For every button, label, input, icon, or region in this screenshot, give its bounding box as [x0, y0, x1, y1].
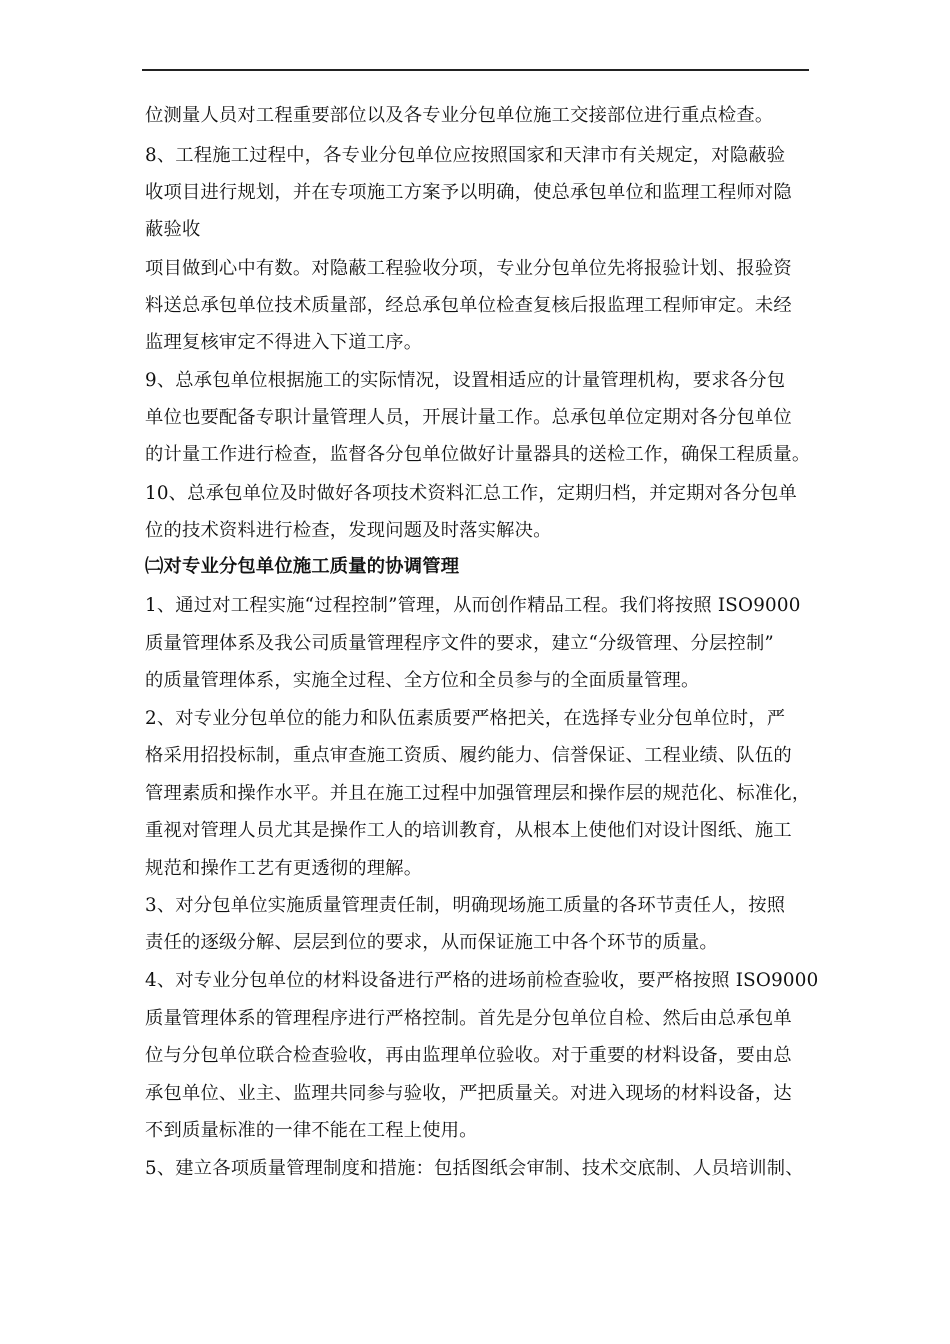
text-line-11: 10、总承包单位及时做好各项技术资料汇总工作，定期归档，并定期对各分包单	[145, 483, 798, 504]
text-line-28: 不到质量标准的一律不能在工程上使用。	[145, 1120, 478, 1141]
text-line-25: 质量管理体系的管理程序进行严格控制。首先是分包单位自检、然后由总承包单	[145, 1008, 792, 1029]
text-line-20: 重视对管理人员尤其是操作工人的培训教育，从根本上使他们对设计图纸、施工	[145, 820, 792, 841]
text-line-26: 位与分包单位联合检查验收，再由监理单位验收。对于重要的材料设备，要由总	[145, 1045, 792, 1066]
header-divider	[142, 69, 809, 71]
section-heading: ㈡对专业分包单位施工质量的协调管理	[145, 556, 460, 577]
text-line-23: 责任的逐级分解、层层到位的要求，从而保证施工中各个环节的质量。	[145, 932, 718, 953]
text-line-8: 9、总承包单位根据施工的实际情况，设置相适应的计量管理机构，要求各分包	[145, 370, 786, 391]
text-line-6: 料送总承包单位技术质量部，经总承包单位检查复核后报监理工程师审定。未经	[145, 295, 792, 316]
text-line-15: 质量管理体系及我公司质量管理程序文件的要求，建立“分级管理、分层控制”	[145, 633, 774, 654]
text-line-12: 位的技术资料进行检查，发现问题及时落实解决。	[145, 520, 552, 541]
text-line-21: 规范和操作工艺有更透彻的理解。	[145, 858, 423, 879]
text-line-18: 格采用招投标制，重点审查施工资质、履约能力、信誉保证、工程业绩、队伍的	[145, 745, 792, 766]
text-line-19: 管理素质和操作水平。并且在施工过程中加强管理层和操作层的规范化、标准化，	[145, 783, 811, 804]
text-line-1: 位测量人员对工程重要部位以及各专业分包单位施工交接部位进行重点检查。	[145, 105, 774, 126]
text-line-27: 承包单位、业主、监理共同参与验收，严把质量关。对进入现场的材料设备，达	[145, 1083, 792, 1104]
text-line-4: 蔽验收	[145, 219, 201, 240]
text-line-16: 的质量管理体系，实施全过程、全方位和全员参与的全面质量管理。	[145, 670, 700, 691]
text-line-29: 5、建立各项质量管理制度和措施：包括图纸会审制、技术交底制、人员培训制、	[145, 1158, 804, 1179]
text-line-3: 收项目进行规划，并在专项施工方案予以明确，使总承包单位和监理工程师对隐	[145, 182, 792, 203]
text-line-9: 单位也要配备专职计量管理人员，开展计量工作。总承包单位定期对各分包单位	[145, 407, 792, 428]
text-line-24: 4、对专业分包单位的材料设备进行严格的进场前检查验收，要严格按照 ISO9000	[145, 970, 819, 991]
text-line-10: 的计量工作进行检查，监督各分包单位做好计量器具的送检工作，确保工程质量。	[145, 444, 811, 465]
text-line-17: 2、对专业分包单位的能力和队伍素质要严格把关，在选择专业分包单位时，严	[145, 708, 786, 729]
text-line-22: 3、对分包单位实施质量管理责任制，明确现场施工质量的各环节责任人，按照	[145, 895, 786, 916]
text-line-2: 8、工程施工过程中，各专业分包单位应按照国家和天津市有关规定，对隐蔽验	[145, 145, 786, 166]
text-line-14: 1、通过对工程实施“过程控制”管理，从而创作精品工程。我们将按照 ISO9000	[145, 595, 801, 616]
text-line-5: 项目做到心中有数。对隐蔽工程验收分项，专业分包单位先将报验计划、报验资	[145, 258, 792, 279]
text-line-7: 监理复核审定不得进入下道工序。	[145, 332, 423, 353]
